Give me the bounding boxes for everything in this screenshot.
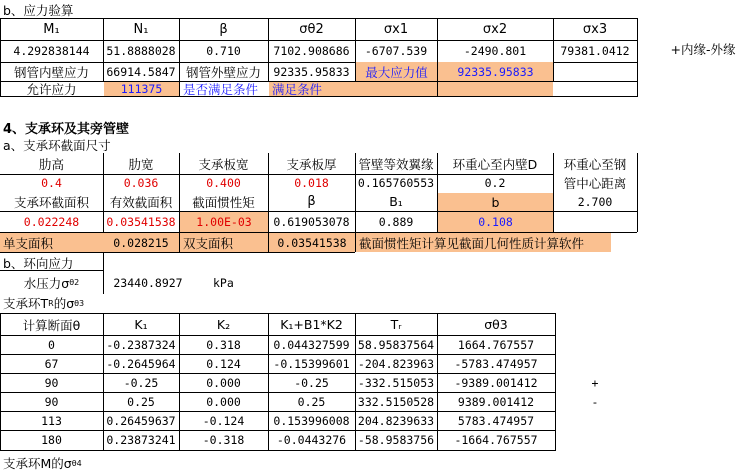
row-1-sigma-theta3[interactable]: -5783.474957 bbox=[454, 357, 538, 371]
row-2-theta[interactable]: 90 bbox=[44, 376, 59, 390]
row-1-k1[interactable]: -0.2645964 bbox=[106, 357, 176, 371]
row-5-k-combined[interactable]: -0.0443276 bbox=[276, 433, 347, 447]
outer-wall-stress-label: 钢管外壁应力 bbox=[185, 64, 261, 80]
row-5-k1[interactable]: 0.23873241 bbox=[106, 433, 176, 447]
cell-n1[interactable]: 51.8888028 bbox=[106, 44, 176, 58]
row-1-tr[interactable]: -204.823963 bbox=[357, 357, 435, 371]
b1-label: B₁ bbox=[389, 194, 403, 209]
moment-inertia-label: 截面惯性矩 bbox=[192, 194, 255, 210]
row-2-sigma-theta3[interactable]: -9389.001412 bbox=[454, 376, 538, 390]
row-2-k1[interactable]: -0.25 bbox=[123, 376, 159, 390]
rib-height-label: 肋高 bbox=[38, 157, 64, 172]
rib-width-value[interactable]: 0.036 bbox=[123, 176, 159, 190]
max-stress-value[interactable]: 92335.95833 bbox=[438, 62, 553, 81]
ring-area-label: 支承环截面积 bbox=[13, 194, 89, 210]
ring-section-subtitle: a、支承环截面尺寸 bbox=[3, 137, 111, 153]
ring-section-title: 4、支承环及其旁管壁 bbox=[3, 121, 130, 136]
sigma-theta3-header: σθ3 bbox=[484, 317, 508, 332]
header-sigma-x2: σx2 bbox=[482, 21, 508, 37]
row-4-theta[interactable]: 113 bbox=[41, 414, 62, 428]
water-pressure-label: 水压力σ θ2 bbox=[23, 275, 80, 291]
cell-sigma-x1[interactable]: -6707.539 bbox=[364, 44, 428, 58]
allowable-stress-label: 允许应力 bbox=[26, 81, 77, 96]
row-4-k2[interactable]: -0.124 bbox=[202, 414, 245, 428]
plate-width-label: 支承板宽 bbox=[198, 157, 249, 172]
row-1-k2[interactable]: 0.124 bbox=[206, 357, 241, 371]
row-0-k-combined[interactable]: 0.044327599 bbox=[273, 338, 350, 352]
check-condition-label: 是否满足条件 bbox=[183, 81, 259, 96]
ring-m-footer: 支承环M的σ θ4 bbox=[3, 456, 82, 471]
plate-width-value[interactable]: 0.400 bbox=[206, 176, 241, 190]
row-3-k2[interactable]: 0.000 bbox=[206, 395, 241, 409]
row-5-k2[interactable]: -0.318 bbox=[202, 433, 245, 447]
tr-header: Tᵣ bbox=[390, 317, 402, 332]
row-2-sign-note: + bbox=[591, 376, 599, 390]
single-area-label: 单支面积 bbox=[0, 233, 103, 252]
header-n1: N₁ bbox=[133, 21, 149, 37]
header-beta: β bbox=[219, 21, 228, 37]
row-0-theta[interactable]: 0 bbox=[48, 338, 55, 352]
row-4-sigma-theta3[interactable]: 5783.474957 bbox=[457, 414, 535, 428]
row-4-k1[interactable]: 0.26459637 bbox=[106, 414, 176, 428]
ring-tr-title: 支承环T R 的σ θ3 bbox=[3, 296, 85, 311]
row-3-sigma-theta3[interactable]: 9389.001412 bbox=[457, 395, 535, 409]
row-3-k-combined[interactable]: 0.25 bbox=[297, 395, 326, 409]
row-5-sign-note bbox=[580, 431, 610, 449]
cell-sigma-theta2[interactable]: 7102.908686 bbox=[273, 44, 350, 58]
row-4-tr[interactable]: 204.8239633 bbox=[357, 414, 435, 428]
header-m1: M₁ bbox=[43, 21, 60, 37]
row-1-k-combined[interactable]: -0.15399601 bbox=[273, 357, 350, 371]
water-pressure-unit: kPa bbox=[213, 275, 234, 290]
row-5-tr[interactable]: -58.9583756 bbox=[357, 433, 435, 447]
centroid-center-label-1: 环重心至钢 bbox=[563, 157, 627, 172]
cell-sigma-x2[interactable]: -2490.801 bbox=[463, 44, 527, 58]
allowable-stress-value[interactable]: 111375 bbox=[104, 82, 179, 96]
centroid-inner-label: 环重心至内壁D bbox=[452, 157, 538, 172]
double-area-label: 双支面积 bbox=[180, 233, 268, 252]
stress-check-title: b、应力验算 bbox=[3, 3, 74, 18]
plate-thickness-label: 支承板厚 bbox=[286, 157, 337, 172]
rib-height-value[interactable]: 0.4 bbox=[41, 176, 62, 190]
inner-wall-stress-value[interactable]: 66914.5847 bbox=[106, 64, 176, 79]
row-3-tr[interactable]: 332.5150528 bbox=[357, 395, 435, 409]
row-0-k1[interactable]: -0.2387324 bbox=[106, 338, 176, 352]
b1-value[interactable]: 0.889 bbox=[378, 214, 414, 229]
row-3-theta[interactable]: 90 bbox=[44, 395, 59, 409]
row-0-sigma-theta3[interactable]: 1664.767557 bbox=[457, 338, 535, 352]
moment-inertia-note: 截面惯性矩计算见截面几何性质计算软件 bbox=[356, 233, 611, 252]
outer-wall-stress-value[interactable]: 92335.95833 bbox=[273, 64, 350, 79]
equiv-flange-value[interactable]: 0.165760553 bbox=[357, 176, 435, 190]
moment-inertia-value[interactable]: 1.00E-03 bbox=[180, 212, 268, 232]
header-sigma-theta2: σθ2 bbox=[299, 21, 324, 37]
inner-outer-note: +内缘-外缘 bbox=[670, 42, 736, 57]
k2-header: K₂ bbox=[216, 317, 231, 332]
row-4-k-combined[interactable]: 0.153996008 bbox=[273, 414, 350, 428]
plate-thickness-value[interactable]: 0.018 bbox=[294, 176, 329, 190]
header-sigma-x1: σx1 bbox=[383, 21, 409, 37]
cell-beta[interactable]: 0.710 bbox=[206, 44, 241, 58]
rib-width-label: 肋宽 bbox=[128, 157, 154, 172]
row-2-k2[interactable]: 0.000 bbox=[206, 376, 241, 390]
centroid-center-label-2: 管中心距离 bbox=[563, 176, 627, 191]
row-3-sign-note: - bbox=[591, 395, 599, 409]
check-condition-fill bbox=[438, 82, 553, 96]
b-value[interactable]: 0.108 bbox=[438, 212, 553, 232]
double-area-value[interactable]: 0.03541538 bbox=[269, 233, 355, 252]
cell-sigma-x3[interactable]: 79381.0412 bbox=[560, 44, 630, 58]
row-0-sign-note bbox=[580, 336, 610, 354]
k-combined-header: K₁+B1*K2 bbox=[280, 317, 343, 332]
cell-m1[interactable]: 4.292838144 bbox=[13, 44, 90, 58]
row-0-k2[interactable]: 0.318 bbox=[206, 338, 241, 352]
beta-label: β bbox=[307, 194, 316, 209]
centroid-inner-value[interactable]: 0.2 bbox=[484, 176, 506, 190]
row-4-sign-note bbox=[580, 412, 610, 430]
row-5-theta[interactable]: 180 bbox=[41, 433, 62, 447]
water-pressure-value[interactable]: 23440.8927 bbox=[113, 275, 183, 290]
row-3-k1[interactable]: 0.25 bbox=[127, 395, 155, 409]
row-0-tr[interactable]: 58.95837564 bbox=[357, 338, 435, 352]
k1-header: K₁ bbox=[134, 317, 148, 332]
row-1-sign-note bbox=[580, 355, 610, 373]
effective-area-value[interactable]: 0.03541538 bbox=[106, 214, 176, 229]
hoop-stress-title: b、环向应力 bbox=[3, 255, 74, 271]
row-2-tr[interactable]: -332.515053 bbox=[357, 376, 435, 390]
check-condition-result[interactable]: 满足条件 bbox=[269, 82, 437, 96]
header-sigma-x3: σx3 bbox=[582, 21, 608, 37]
row-2-k-combined[interactable]: -0.25 bbox=[294, 376, 329, 390]
centroid-center-value[interactable]: 2.700 bbox=[577, 194, 613, 209]
max-stress-label: 最大应力值 bbox=[356, 62, 437, 81]
equiv-flange-label: 管壁等效翼缘 bbox=[358, 157, 434, 172]
row-5-sigma-theta3[interactable]: -1664.767557 bbox=[454, 433, 538, 447]
single-area-value[interactable]: 0.028215 bbox=[103, 233, 179, 252]
beta-value[interactable]: 0.619053078 bbox=[273, 214, 350, 229]
theta-header: 计算断面θ bbox=[22, 317, 81, 333]
ring-area-value[interactable]: 0.022248 bbox=[23, 214, 80, 229]
inner-wall-stress-label: 钢管内壁应力 bbox=[13, 64, 89, 80]
effective-area-label: 有效截面积 bbox=[109, 194, 173, 210]
b-label: b bbox=[438, 193, 553, 211]
row-1-theta[interactable]: 67 bbox=[44, 357, 59, 371]
